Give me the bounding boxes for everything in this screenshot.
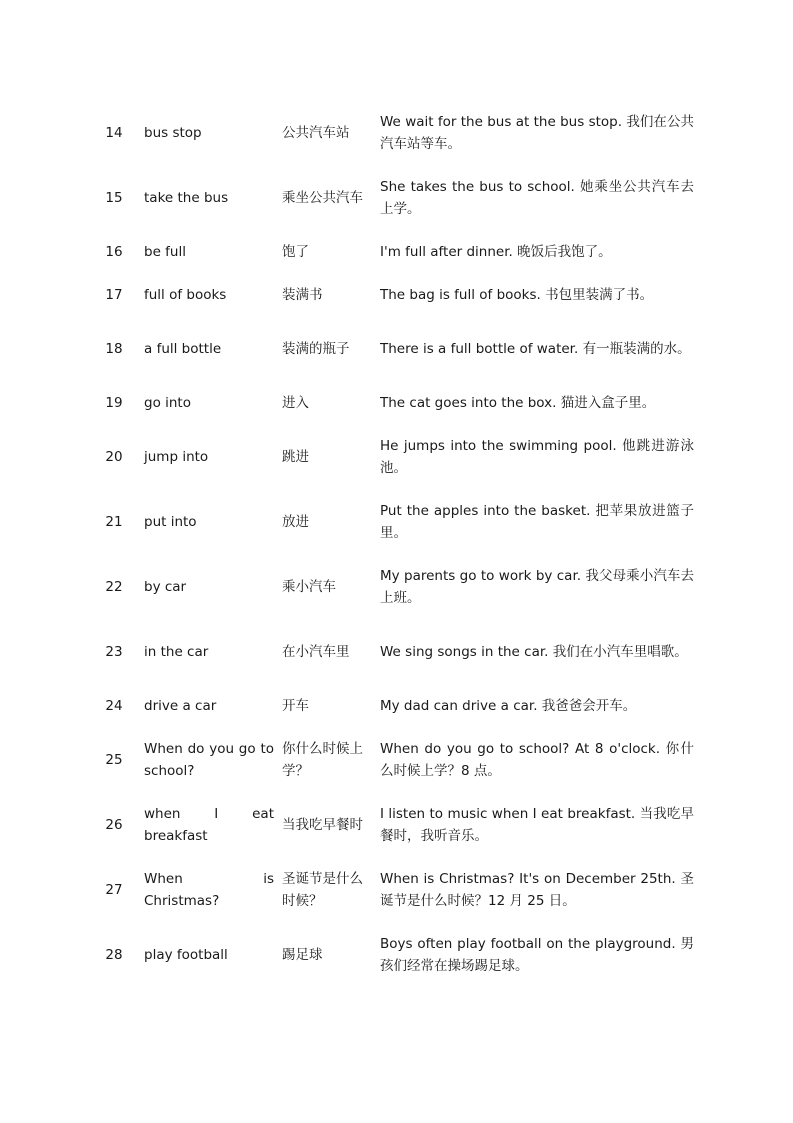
chinese-meaning: 装满的瓶子 xyxy=(282,340,350,357)
row-number: 22 xyxy=(105,578,123,595)
english-phrase: when I eat breakfast xyxy=(144,805,274,844)
table-row xyxy=(88,230,698,273)
chinese-meaning: 跳进 xyxy=(282,448,309,465)
example-sentence: He jumps into the swimming pool. 他跳进游泳池。 xyxy=(380,437,694,476)
chinese-meaning: 公共汽车站 xyxy=(282,124,350,141)
table-row xyxy=(88,424,698,489)
row-number: 14 xyxy=(105,124,123,141)
example-sentence: We sing songs in the car. 我们在小汽车里唱歌。 xyxy=(380,643,688,660)
table-row xyxy=(88,381,698,424)
table-row xyxy=(88,922,698,987)
table-row xyxy=(88,792,698,857)
table-row xyxy=(88,489,698,554)
english-phrase: full of books xyxy=(144,286,227,303)
table-row xyxy=(88,727,698,792)
vocabulary-table xyxy=(88,100,698,987)
row-number: 17 xyxy=(105,286,123,303)
row-number: 27 xyxy=(105,881,123,898)
english-phrase: put into xyxy=(144,513,197,530)
chinese-meaning: 饱了 xyxy=(282,243,309,260)
example-sentence: We wait for the bus at the bus stop. 我们在公共汽车站等车。 xyxy=(380,113,694,152)
row-number: 28 xyxy=(105,946,123,963)
row-number: 24 xyxy=(105,697,123,714)
english-phrase: in the car xyxy=(144,643,209,660)
example-sentence: Boys often play football on the playground. 男孩们经常在操场踢足球。 xyxy=(380,935,694,974)
row-number: 15 xyxy=(105,189,123,206)
english-phrase: drive a car xyxy=(144,697,217,714)
chinese-meaning: 放进 xyxy=(282,513,309,530)
chinese-meaning: 装满书 xyxy=(282,286,323,303)
chinese-meaning: 踢足球 xyxy=(282,946,323,963)
example-sentence: There is a full bottle of water. 有一瓶装满的水。 xyxy=(380,340,691,357)
chinese-meaning: 在小汽车里 xyxy=(282,643,350,660)
english-phrase: jump into xyxy=(144,448,209,465)
row-number: 25 xyxy=(105,751,123,768)
table-row xyxy=(88,554,698,619)
table-row xyxy=(88,684,698,727)
example-sentence: My dad can drive a car. 我爸爸会开车。 xyxy=(380,697,637,714)
row-number: 20 xyxy=(105,448,123,465)
english-phrase: a full bottle xyxy=(144,340,222,357)
chinese-meaning: 乘小汽车 xyxy=(282,578,336,595)
chinese-meaning: 开车 xyxy=(282,697,309,714)
row-number: 16 xyxy=(105,243,123,260)
chinese-meaning: 你什么时候上学？ xyxy=(282,740,363,779)
english-phrase: When is Christmas? xyxy=(144,870,274,909)
example-sentence: When do you go to school? At 8 o'clock. 你什么时候上学？8 点。 xyxy=(380,740,694,779)
table-row xyxy=(88,100,698,165)
chinese-meaning: 乘坐公共汽车 xyxy=(282,189,363,206)
row-number: 26 xyxy=(105,816,123,833)
english-phrase: go into xyxy=(144,394,191,411)
table-row xyxy=(88,273,698,316)
english-phrase: play football xyxy=(144,946,228,963)
row-number: 21 xyxy=(105,513,123,530)
example-sentence: My parents go to work by car. 我父母乘小汽车去上班。 xyxy=(380,567,694,606)
table-row xyxy=(88,316,698,381)
english-phrase: bus stop xyxy=(144,124,202,141)
table-row xyxy=(88,619,698,684)
example-sentence: When is Christmas? It's on December 25th. 圣诞节是什么时候？12 月 25 日。 xyxy=(380,870,694,909)
chinese-meaning: 进入 xyxy=(282,394,309,411)
english-phrase: by car xyxy=(144,578,187,595)
row-number: 19 xyxy=(105,394,123,411)
example-sentence: Put the apples into the basket. 把苹果放进篮子里。 xyxy=(380,502,694,541)
english-phrase: be full xyxy=(144,243,186,260)
row-number: 23 xyxy=(105,643,123,660)
chinese-meaning: 圣诞节是什么时候？ xyxy=(282,870,363,909)
table-row xyxy=(88,165,698,230)
row-number: 18 xyxy=(105,340,123,357)
chinese-meaning: 当我吃早餐时 xyxy=(282,816,363,833)
example-sentence: She takes the bus to school. 她乘坐公共汽车去上学。 xyxy=(380,178,694,217)
example-sentence: The bag is full of books. 书包里装满了书。 xyxy=(380,286,654,303)
example-sentence: The cat goes into the box. 猫进入盒子里。 xyxy=(380,394,656,411)
example-sentence: I listen to music when I eat breakfast. 当我吃早餐时，我听音乐。 xyxy=(380,805,694,844)
english-phrase: When do you go to school? xyxy=(144,740,274,779)
table-row xyxy=(88,857,698,922)
english-phrase: take the bus xyxy=(144,189,229,206)
example-sentence: I'm full after dinner. 晚饭后我饱了。 xyxy=(380,243,612,260)
